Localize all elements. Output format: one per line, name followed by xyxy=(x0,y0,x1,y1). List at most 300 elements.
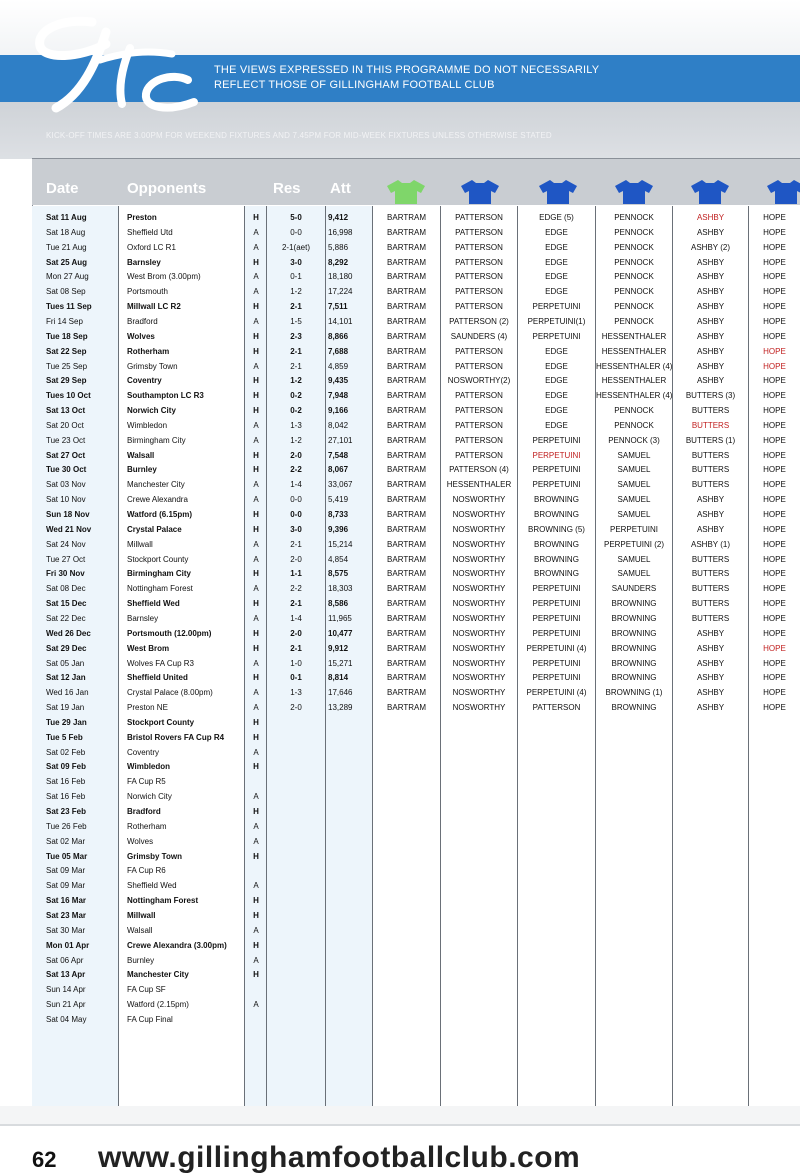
fixture-att: 7,688 xyxy=(328,346,349,356)
lineup-player: HOPE xyxy=(763,643,786,653)
fixture-opp: Stockport County xyxy=(127,717,195,727)
lineup-player: BARTRAM xyxy=(387,361,426,371)
lineup-player: NOSWORTHY xyxy=(452,703,506,713)
lineup-player: HOPE xyxy=(763,613,786,623)
lineup-player: BROWNING (5) xyxy=(528,524,585,534)
fixture-opp: Coventry xyxy=(127,376,162,386)
lineup-player: PERPETUINI xyxy=(609,524,658,534)
lineup-player: EDGE xyxy=(545,420,568,430)
fixture-att: 17,224 xyxy=(328,287,353,297)
table-row xyxy=(0,611,800,626)
fixture-ha: H xyxy=(253,569,259,579)
fixture-opp: FA Cup Final xyxy=(127,1014,173,1024)
lineup-player: BARTRAM xyxy=(387,613,426,623)
lineup-player: ASHBY xyxy=(696,658,725,668)
lineup-player: BUTTERS xyxy=(691,613,730,623)
lineup-player: BARTRAM xyxy=(387,420,426,430)
fixture-date: Wed 16 Jan xyxy=(46,688,89,698)
fixture-att: 9,412 xyxy=(328,213,349,222)
lineup-player: ASHBY xyxy=(696,376,725,386)
lineup-player: BROWNING xyxy=(611,703,657,713)
fixture-date: Tue 18 Sep xyxy=(46,331,88,341)
lineup-player: HOPE xyxy=(763,628,786,638)
fixture-date: Sat 15 Dec xyxy=(46,599,87,609)
lineup-player: NOSWORTHY xyxy=(452,554,506,564)
fixture-date: Tue 29 Jan xyxy=(46,717,87,727)
lineup-player: ASHBY xyxy=(696,257,725,267)
fixture-opp: FA Cup SF xyxy=(127,985,166,995)
fixture-ha: H xyxy=(253,376,259,386)
fixture-opp: Nottingham Forest xyxy=(127,584,193,594)
fixture-att: 27,101 xyxy=(328,435,353,445)
lineup-player: HOPE xyxy=(763,302,786,312)
fixture-date: Sat 09 Mar xyxy=(46,881,86,891)
lineup-player: HOPE xyxy=(763,331,786,341)
fixture-att: 33,067 xyxy=(328,480,353,490)
lineup-player: ASHBY xyxy=(696,643,725,653)
fixture-res: 0-0 xyxy=(290,227,302,237)
fixture-date: Sat 11 Aug xyxy=(46,213,87,222)
fixture-opp: Manchester City xyxy=(127,970,189,980)
lineup-player: BARTRAM xyxy=(387,658,426,668)
fixture-att: 4,859 xyxy=(328,361,349,371)
fixture-att: 16,998 xyxy=(328,227,353,237)
lineup-player: HOPE xyxy=(763,213,786,222)
fixture-date: Sat 24 Nov xyxy=(46,539,86,549)
fixture-ha: A xyxy=(253,836,259,846)
fixture-opp: FA Cup R6 xyxy=(127,866,166,876)
fixture-date: Tues 10 Oct xyxy=(46,391,91,401)
lineup-player: EDGE xyxy=(545,227,568,237)
fixture-res: 1-3 xyxy=(290,420,302,430)
lineup-player: PATTERSON xyxy=(455,450,503,460)
fixture-opp: Barnsley xyxy=(127,257,161,267)
fixture-date: Sat 02 Mar xyxy=(46,836,86,846)
lineup-player: SAMUEL xyxy=(617,554,651,564)
lineup-player: BARTRAM xyxy=(387,688,426,698)
fixture-res: 1-1 xyxy=(290,569,302,579)
fixture-att: 13,289 xyxy=(328,703,353,713)
shirt-icon-4 xyxy=(614,179,654,205)
fixture-ha: H xyxy=(253,896,259,906)
fixture-res: 2-2 xyxy=(290,584,302,594)
lineup-player: PERPETUINI (4) xyxy=(526,643,587,653)
lineup-player: HOPE xyxy=(763,465,786,475)
lineup-player: HOPE xyxy=(763,346,786,356)
lineup-player: ASHBY xyxy=(696,302,725,312)
table-row xyxy=(0,641,800,656)
lineup-player: PATTERSON xyxy=(455,272,503,282)
table-row xyxy=(0,626,800,641)
lineup-player: BUTTERS (1) xyxy=(685,435,736,445)
fixture-opp: Walsall xyxy=(127,925,153,935)
fixture-opp: Preston NE xyxy=(127,703,168,713)
lineup-player: HOPE xyxy=(763,242,786,252)
fixture-att: 18,180 xyxy=(328,272,353,282)
fixture-res: 2-1 xyxy=(290,302,302,312)
lineup-player: BUTTERS xyxy=(691,599,730,609)
lineup-player: EDGE xyxy=(545,272,568,282)
lineup-player: ASHBY xyxy=(696,703,725,713)
lineup-player: SAMUEL xyxy=(617,569,651,579)
lineup-player: PERPETUINI (2) xyxy=(603,539,664,549)
fixture-opp: Nottingham Forest xyxy=(127,896,199,906)
fixture-ha: H xyxy=(253,450,259,460)
table-row xyxy=(0,552,800,567)
lineup-player: PENNOCK xyxy=(614,242,654,252)
fixture-res: 2-3 xyxy=(290,331,302,341)
lineup-player: BARTRAM xyxy=(387,257,426,267)
fixture-att: 9,166 xyxy=(328,406,349,416)
lineup-player: BARTRAM xyxy=(387,287,426,297)
table-row xyxy=(0,418,800,433)
fixture-att: 8,292 xyxy=(328,257,349,267)
fixture-opp: Oxford LC R1 xyxy=(127,242,176,252)
fixture-ha: A xyxy=(253,539,259,549)
lineup-player: HOPE xyxy=(763,599,786,609)
fixture-opp: Millwall LC R2 xyxy=(127,302,181,312)
fixture-ha: H xyxy=(253,628,259,638)
lineup-player: PERPETUINI xyxy=(532,599,581,609)
fixture-date: Sat 04 May xyxy=(46,1014,87,1024)
lineup-player: ASHBY xyxy=(696,287,725,297)
fixture-opp: Crewe Alexandra (3.00pm) xyxy=(127,940,227,950)
fixture-date: Sun 14 Apr xyxy=(46,985,86,995)
lineup-player: ASHBY xyxy=(696,673,725,683)
lineup-player: PERPETUINI(1) xyxy=(527,316,586,326)
lineup-player: PATTERSON (2) xyxy=(449,316,509,326)
lineup-player: BUTTERS xyxy=(691,450,730,460)
lineup-player: HOPE xyxy=(763,524,786,534)
lineup-player: PATTERSON xyxy=(455,242,503,252)
table-row xyxy=(0,700,800,715)
lineup-player: ASHBY xyxy=(696,361,725,371)
fixture-date: Tue 5 Feb xyxy=(46,732,83,742)
disclaimer-line-2: REFLECT THOSE OF GILLINGHAM FOOTBALL CLUB xyxy=(214,79,495,91)
table-row xyxy=(0,789,800,804)
fixture-res: 3-0 xyxy=(290,257,302,267)
lineup-player: PERPETUINI xyxy=(532,658,581,668)
lineup-player: PENNOCK xyxy=(614,406,654,416)
table-row xyxy=(0,596,800,611)
lineup-player: HOPE xyxy=(763,376,786,386)
column-header-att: Att xyxy=(330,180,351,197)
lineup-player: BROWNING xyxy=(534,495,579,505)
lineup-player: BUTTERS xyxy=(691,554,730,564)
lineup-player: PATTERSON xyxy=(455,257,503,267)
lineup-player: HOPE xyxy=(763,584,786,594)
lineup-player: BROWNING xyxy=(534,554,579,564)
lineup-player: BARTRAM xyxy=(387,643,426,653)
fixture-ha: H xyxy=(253,940,259,950)
lineup-player: SAMUEL xyxy=(617,480,651,490)
lineup-player: PATTERSON xyxy=(455,346,503,356)
fixture-ha: H xyxy=(253,331,259,341)
lineup-player: HOPE xyxy=(763,673,786,683)
lineup-player: NOSWORTHY xyxy=(452,643,506,653)
fixture-date: Sat 09 Mar xyxy=(46,866,86,876)
fixture-att: 10,477 xyxy=(328,628,353,638)
fixture-opp: Coventry xyxy=(127,747,160,757)
fixture-date: Fri 14 Sep xyxy=(46,316,83,326)
fixture-res: 1-3 xyxy=(290,688,302,698)
fixture-att: 8,586 xyxy=(328,599,349,609)
fixture-res: 1-2 xyxy=(290,376,302,386)
lineup-player: BARTRAM xyxy=(387,406,426,416)
fixture-opp: Rotherham xyxy=(127,346,170,356)
lineup-player: PATTERSON xyxy=(455,361,503,371)
gfc-logo xyxy=(22,8,202,118)
fixture-date: Sat 23 Mar xyxy=(46,910,87,920)
lineup-player: EDGE xyxy=(545,376,568,386)
fixture-att: 8,814 xyxy=(328,673,349,683)
goalkeeper-shirt-icon xyxy=(386,179,426,205)
fixture-opp: Wolves xyxy=(127,836,154,846)
fixture-opp: Grimsby Town xyxy=(127,851,182,861)
table-row xyxy=(0,269,800,284)
table-row xyxy=(0,982,800,997)
lineup-player: NOSWORTHY xyxy=(452,584,506,594)
fixture-ha: H xyxy=(253,807,259,816)
lineup-player: PATTERSON xyxy=(455,302,503,312)
fixture-ha: A xyxy=(253,287,259,297)
lineup-player: PATTERSON xyxy=(455,213,503,222)
lineup-player: EDGE xyxy=(545,391,568,401)
lineup-player: BUTTERS xyxy=(691,406,730,416)
lineup-player: BARTRAM xyxy=(387,510,426,519)
lineup-player: PERPETUINI xyxy=(532,465,581,475)
lineup-player: EDGE xyxy=(545,242,568,252)
fixture-res: 2-1 xyxy=(290,599,302,609)
lineup-player: PENNOCK xyxy=(614,302,654,312)
table-row xyxy=(0,344,800,359)
fixture-date: Sat 29 Dec xyxy=(46,643,87,653)
fixture-att: 9,912 xyxy=(328,643,349,653)
lineup-player: HOPE xyxy=(763,450,786,460)
fixture-date: Sat 18 Aug xyxy=(46,227,86,237)
table-row xyxy=(0,299,800,314)
lineup-player: HOPE xyxy=(763,257,786,267)
lineup-player: ASHBY xyxy=(696,213,725,222)
fixture-res: 1-2 xyxy=(290,287,302,297)
table-row xyxy=(0,715,800,730)
fixture-date: Sat 09 Feb xyxy=(46,762,87,772)
lineup-player: HESSENTHALER xyxy=(601,376,667,386)
lineup-player: NOSWORTHY xyxy=(452,495,506,505)
fixture-res: 0-2 xyxy=(290,391,302,401)
table-row xyxy=(0,492,800,507)
lineup-player: BROWNING xyxy=(611,673,657,683)
fixture-att: 7,948 xyxy=(328,391,349,401)
fixture-date: Wed 21 Nov xyxy=(46,524,92,534)
lineup-player: ASHBY (2) xyxy=(691,242,730,252)
fixture-opp: Bristol Rovers FA Cup R4 xyxy=(127,732,225,742)
lineup-player: PATTERSON xyxy=(455,406,503,416)
fixture-opp: Birmingham City xyxy=(127,435,186,445)
lineup-player: BARTRAM xyxy=(387,213,426,222)
lineup-player: HOPE xyxy=(763,480,786,490)
fixture-date: Sat 05 Jan xyxy=(46,658,85,668)
fixture-ha: H xyxy=(253,406,259,416)
fixture-opp: Sheffield Utd xyxy=(127,227,173,237)
table-row xyxy=(0,403,800,418)
lineup-player: BARTRAM xyxy=(387,673,426,683)
lineup-player: BROWNING xyxy=(611,613,657,623)
table-row xyxy=(0,774,800,789)
fixture-opp: Burnley xyxy=(127,955,155,965)
table-row xyxy=(0,849,800,864)
lineup-player: PATTERSON xyxy=(455,420,503,430)
lineup-player: BUTTERS xyxy=(691,420,730,430)
lineup-player: PERPETUINI xyxy=(532,331,581,341)
lineup-player: HESSENTHALER xyxy=(601,331,667,341)
lineup-player: BARTRAM xyxy=(387,450,426,460)
lineup-player: HESSENTHALER xyxy=(446,480,512,490)
fixture-opp: Stockport County xyxy=(127,554,189,564)
lineup-player: ASHBY xyxy=(696,628,725,638)
fixture-date: Sat 12 Jan xyxy=(46,673,86,683)
lineup-player: ASHBY xyxy=(696,524,725,534)
fixture-date: Sat 08 Sep xyxy=(46,287,86,297)
fixture-opp: Sheffield Wed xyxy=(127,599,180,609)
fixture-date: Sat 25 Aug xyxy=(46,257,88,267)
lineup-player: ASHBY xyxy=(696,688,725,698)
fixture-res: 5-0 xyxy=(290,213,302,222)
fixture-ha: H xyxy=(253,717,259,727)
table-row xyxy=(0,938,800,953)
fixture-att: 9,396 xyxy=(328,524,349,534)
fixture-res: 2-1 xyxy=(290,346,302,356)
lineup-player: PERPETUINI xyxy=(532,673,581,683)
table-row xyxy=(0,507,800,522)
lineup-player: BARTRAM xyxy=(387,539,426,549)
lineup-player: BROWNING xyxy=(611,628,657,638)
fixture-ha: A xyxy=(253,792,259,802)
table-row xyxy=(0,656,800,671)
fixture-ha: A xyxy=(253,658,259,668)
lineup-player: BARTRAM xyxy=(387,554,426,564)
lineup-player: EDGE xyxy=(545,287,568,297)
table-row xyxy=(0,967,800,982)
fixture-ha: A xyxy=(253,747,259,757)
page-number: 62 xyxy=(32,1147,57,1172)
fixture-ha: H xyxy=(253,346,259,356)
fixture-opp: Barnsley xyxy=(127,613,159,623)
fixture-ha: H xyxy=(253,213,259,222)
fixture-ha: A xyxy=(253,1000,259,1010)
fixture-date: Sat 20 Oct xyxy=(46,420,84,430)
fixture-att: 11,965 xyxy=(328,613,352,623)
lineup-player: BARTRAM xyxy=(387,391,426,401)
fixture-opp: Portsmouth (12.00pm) xyxy=(127,628,212,638)
lineup-player: BARTRAM xyxy=(387,435,426,445)
fixture-date: Sat 27 Oct xyxy=(46,450,86,460)
lineup-player: BROWNING xyxy=(611,643,657,653)
lineup-player: ASHBY xyxy=(696,316,725,326)
lineup-player: BROWNING xyxy=(534,539,579,549)
lineup-player: PATTERSON xyxy=(455,287,503,297)
fixture-ha: A xyxy=(253,435,259,445)
club-url[interactable]: www.gillinghamfootballclub.com xyxy=(98,1141,581,1174)
lineup-player: NOSWORTHY xyxy=(452,688,506,698)
table-row xyxy=(0,566,800,581)
fixture-res: 1-2 xyxy=(290,435,302,445)
lineup-player: HOPE xyxy=(763,406,786,416)
lineup-player: BROWNING xyxy=(534,510,579,519)
fixture-ha: H xyxy=(253,257,259,267)
lineup-player: HOPE xyxy=(763,391,786,401)
lineup-player: PENNOCK xyxy=(614,227,654,237)
lineup-player: BROWNING xyxy=(611,658,657,668)
lineup-player: BARTRAM xyxy=(387,316,426,326)
fixture-opp: Bradford xyxy=(127,316,158,326)
fixture-date: Sat 03 Nov xyxy=(46,480,86,490)
table-row xyxy=(0,819,800,834)
lineup-player: PERPETUINI xyxy=(532,584,581,594)
fixture-date: Mon 01 Apr xyxy=(46,940,90,950)
lineup-player: PATTERSON xyxy=(532,703,581,713)
lineup-player: EDGE xyxy=(545,346,568,356)
fixture-res: 0-0 xyxy=(290,495,302,505)
fixture-date: Sat 02 Feb xyxy=(46,747,86,757)
lineup-player: HESSENTHALER xyxy=(601,346,667,356)
fixture-opp: Walsall xyxy=(127,450,155,460)
lineup-player: SAMUEL xyxy=(617,495,651,505)
disclaimer-line-1: THE VIEWS EXPRESSED IN THIS PROGRAMME DO NOT NECESSARILY xyxy=(214,64,600,76)
fixture-ha: H xyxy=(253,524,259,534)
lineup-player: NOSWORTHY xyxy=(452,539,506,549)
table-row xyxy=(0,804,800,819)
table-row xyxy=(0,373,800,388)
fixture-res: 0-0 xyxy=(290,510,302,519)
fixture-att: 5,886 xyxy=(328,242,349,252)
table-row xyxy=(0,834,800,849)
fixture-ha: A xyxy=(253,480,259,490)
fixture-ha: A xyxy=(253,316,259,326)
fixture-ha: A xyxy=(253,688,259,698)
lineup-player: PATTERSON xyxy=(455,227,503,237)
fixture-res: 0-1 xyxy=(290,673,302,683)
fixture-res: 1-5 xyxy=(290,316,302,326)
lineup-player: HOPE xyxy=(763,703,786,713)
fixture-res: 2-1 xyxy=(290,539,302,549)
table-row xyxy=(0,284,800,299)
fixture-ha: H xyxy=(253,391,259,401)
fixture-opp: Portsmouth xyxy=(127,287,168,297)
fixture-res: 1-4 xyxy=(290,480,302,490)
fixture-date: Sat 22 Sep xyxy=(46,346,87,356)
fixture-ha: H xyxy=(253,762,259,772)
fixture-opp: Southampton LC R3 xyxy=(127,391,204,401)
fixture-date: Sat 08 Dec xyxy=(46,584,86,594)
lineup-player: SAMUEL xyxy=(617,465,651,475)
fixture-res: 3-0 xyxy=(290,524,302,534)
table-row xyxy=(0,745,800,760)
lineup-player: HOPE xyxy=(763,554,786,564)
column-header-res: Res xyxy=(273,180,301,197)
fixture-ha: H xyxy=(253,302,259,312)
fixture-date: Tue 25 Sep xyxy=(46,361,88,371)
fixture-date: Sun 18 Nov xyxy=(46,510,90,519)
table-row xyxy=(0,953,800,968)
fixture-ha: H xyxy=(253,465,259,475)
fixture-opp: Norwich City xyxy=(127,792,172,802)
lineup-player: BROWNING xyxy=(534,569,579,579)
lineup-player: SAMUEL xyxy=(617,510,651,519)
fixture-opp: Watford (6.15pm) xyxy=(127,510,193,519)
lineup-player: EDGE xyxy=(545,406,568,416)
fixture-date: Sat 13 Oct xyxy=(46,406,86,416)
